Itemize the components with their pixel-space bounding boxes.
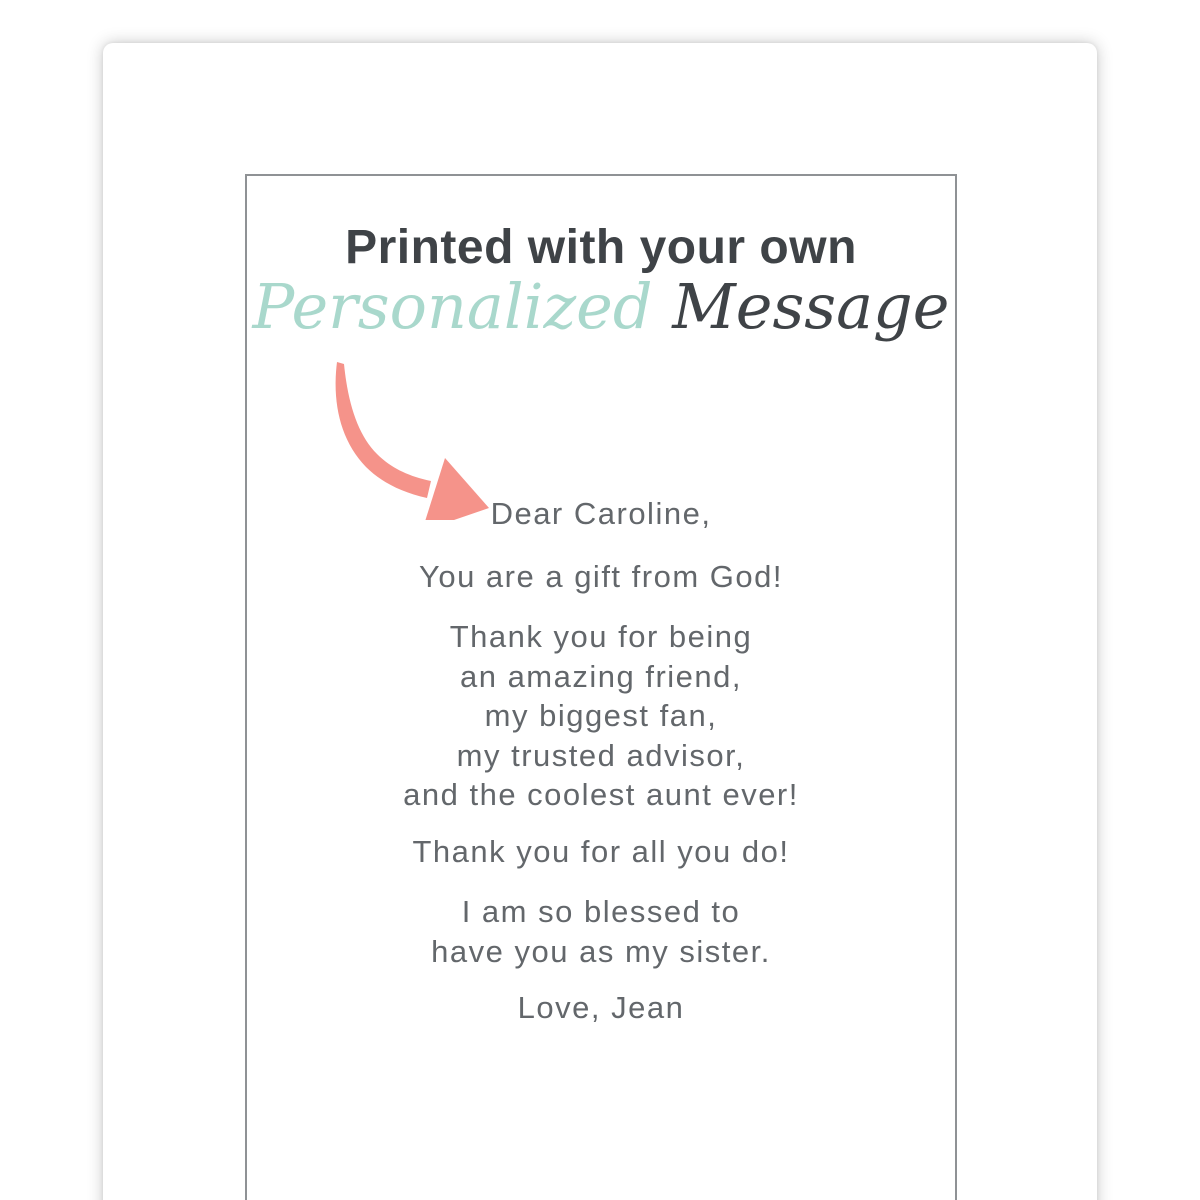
header-script-personalized: Personalized bbox=[252, 270, 653, 343]
message-salutation: Dear Caroline, bbox=[490, 496, 712, 531]
header-script-message: Message bbox=[672, 270, 950, 343]
message-paragraph-line: an amazing friend, bbox=[459, 658, 743, 694]
message-thanks-line: Thank you for all you do! bbox=[412, 834, 790, 869]
message-paragraph-line: my trusted advisor, bbox=[456, 737, 746, 773]
message-blessed-line: I am so blessed to bbox=[461, 894, 741, 929]
message-gift-line: You are a gift from God! bbox=[419, 559, 783, 594]
message-paragraph-line: and the coolest aunt ever! bbox=[403, 777, 799, 812]
header-title: Printed with your own bbox=[345, 221, 857, 274]
message-paragraph bbox=[245, 617, 957, 815]
message-blessed-block bbox=[245, 892, 957, 971]
message-blessed-line: have you as my sister. bbox=[431, 933, 771, 969]
message-paragraph-line: Thank you for being bbox=[449, 619, 753, 654]
message-paragraph-line: my biggest fan, bbox=[484, 698, 718, 733]
header-script-line bbox=[245, 271, 957, 342]
print-card bbox=[103, 43, 1097, 1200]
message-signoff: Love, Jean bbox=[517, 990, 685, 1025]
